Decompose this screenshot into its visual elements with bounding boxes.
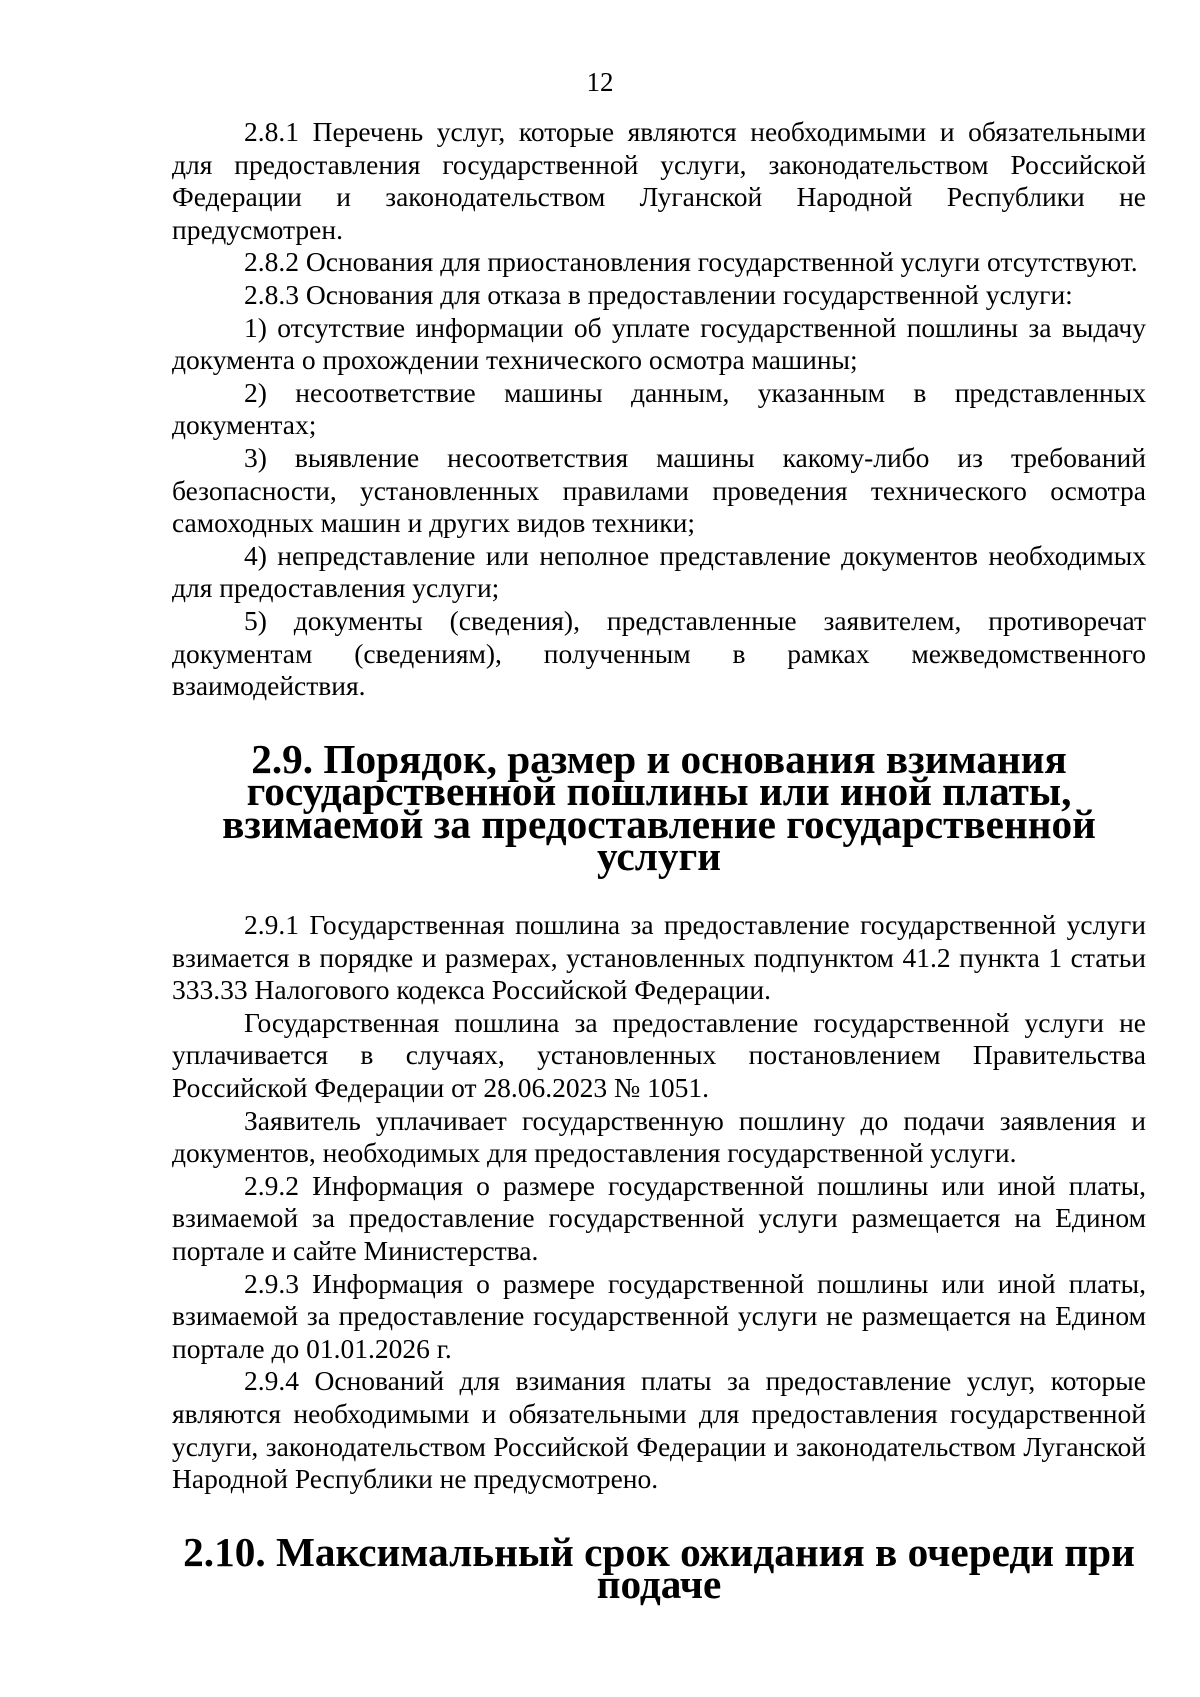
section-heading-2-9: 2.9. Порядок, размер и основания взимания государственной пошлины или иной платы, взимаемой за предоставление государственной услуги: [222, 735, 1096, 880]
paragraph-2-8-1: 2.8.1 Перечень услуг, которые являются необходимыми и обязательными для предоставления государственной услуги, законодательством Российской Федерации и законодательством Луганской Народной Республики не предусмотрен.: [172, 116, 1146, 245]
paragraph-2-9-4: 2.9.4 Оснований для взимания платы за предоставление услуг, которые являются необходимыми и обязательными для предоставления государственной услуги, законодательством Российской Федерации и законодательством Луганской Народной Республики не предусмотрено.: [172, 1365, 1146, 1495]
list-item-1: 1) отсутствие информации об уплате государственной пошлины за выдачу документа о прохождении технического осмотра машины;: [172, 311, 1146, 376]
list-item-4: 4) непредставление или неполное представление документов необходимых для предоставления услуги;: [172, 539, 1146, 604]
list-item-2: 2) несоответствие машины данным, указанным в представленных документах;: [172, 376, 1146, 441]
page-number: 12: [586, 67, 614, 97]
paragraph-2-8-2: 2.8.2 Основания для приостановления государственной услуги отсутствуют.: [244, 246, 1138, 278]
list-item-5: 5) документы (сведения), представленные заявителем, противоречат документам (сведениям), полученным в рамках межведомственного взаимодействия.: [172, 604, 1146, 702]
document-body: [172, 116, 1146, 1608]
list-item-3: 3) выявление несоответствия машины какому-либо из требований безопасности, установленных правилами проведения технического осмотра самоходных машин и других видов техники;: [172, 441, 1146, 539]
paragraph-2-9-1: 2.9.1 Государственная пошлина за предоставление государственной услуги взимается в порядке и размерах, установленных подпунктом 41.2 пункта 1 статьи 333.33 Налогового кодекса Российской Федерации.: [172, 909, 1146, 1006]
paragraph-2-8-3: 2.8.3 Основания для отказа в предоставлении государственной услуги:: [244, 278, 1073, 310]
paragraph-applicant-payment: Заявитель уплачивает государственную пошлину до подачи заявления и документов, необходимых для предоставления государственной услуги.: [172, 1104, 1146, 1169]
paragraph-2-9-3: 2.9.3 Информация о размере государственной пошлины или иной платы, взимаемой за предоставление государственной услуги не размещается на Едином портале до 01.01.2026 г.: [172, 1267, 1146, 1364]
paragraph-2-9-2: 2.9.2 Информация о размере государственной пошлины или иной платы, взимаемой за предоставление государственной услуги размещается на Едином портале и сайте Министерства.: [172, 1169, 1146, 1266]
section-heading-2-10: 2.10. Максимальный срок ожидания в очереди при подаче: [183, 1528, 1135, 1608]
paragraph-duty-exemption: Государственная пошлина за предоставление государственной услуги не уплачивается в случаях, установленных постановлением Правительства Российской Федерации от 28.06.2023 № 1051.: [172, 1006, 1146, 1104]
